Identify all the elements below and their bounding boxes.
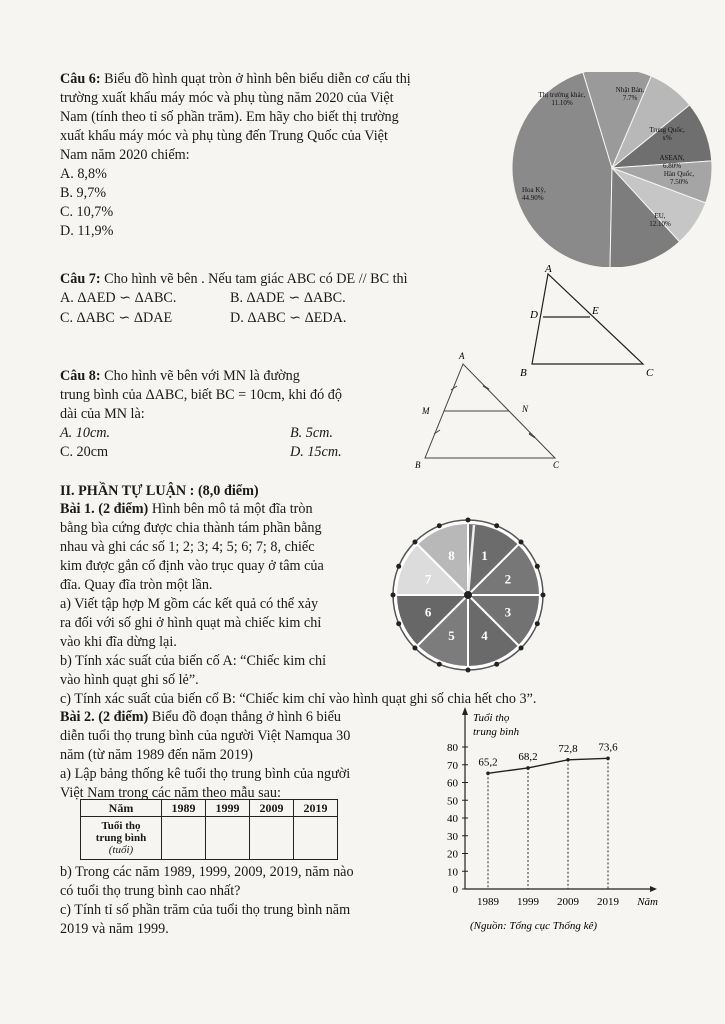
exercise-1-title: Bài 1. (2 điểm) bbox=[60, 501, 149, 517]
exercise-2-c-line-1: c) Tính tỉ số phần trăm của tuổi thọ trung bình năm bbox=[60, 902, 351, 918]
question-7-title: Câu 7: bbox=[60, 271, 101, 287]
wheel-peg bbox=[535, 621, 540, 626]
exercise-2-line-3: năm (từ năm 1989 đến năm 2019) bbox=[60, 747, 253, 763]
wheel-peg bbox=[466, 518, 471, 523]
row-label-line-1: Tuổi thọ bbox=[101, 820, 141, 832]
spinner-wheel bbox=[388, 515, 548, 675]
wheel-peg bbox=[541, 593, 546, 598]
question-7-option-d: D. ΔABC ∽ ΔEDA. bbox=[230, 310, 347, 326]
question-6-title: Câu 6: bbox=[60, 71, 101, 87]
y-axis-label: trung bình bbox=[473, 726, 520, 738]
exercise-1-line-4: kim được gắn cố định vào trục quay ở tâm của bbox=[60, 558, 324, 574]
x-tick-label: 2019 bbox=[597, 896, 619, 908]
series-line bbox=[488, 758, 608, 773]
row-label-line-2: trung bình bbox=[95, 832, 147, 844]
wheel-number: 6 bbox=[424, 604, 432, 620]
table-cell-empty[interactable] bbox=[162, 817, 206, 860]
wheel-peg bbox=[437, 662, 442, 667]
wheel-number: 1 bbox=[481, 548, 488, 564]
point-m-label: M bbox=[422, 406, 430, 416]
life-expectancy-table bbox=[80, 799, 338, 860]
question-6-line-3: Nam (tính theo tỉ số phần trăm). Em hãy cho biết thị trường bbox=[60, 109, 399, 125]
y-tick-label: 30 bbox=[447, 830, 458, 843]
wheel-peg bbox=[494, 662, 499, 667]
question-6-option-c: C. 10,7% bbox=[60, 204, 114, 220]
pie-slice-label: ASEAN, 6.80% bbox=[659, 154, 685, 170]
exercise-1-a-line-3: vào khi đĩa dừng lại. bbox=[60, 634, 177, 650]
exercise-2-a-line-1: a) Lập bảng thống kê tuổi thọ trung bình của người bbox=[60, 766, 351, 782]
point-b-label: B bbox=[415, 460, 421, 470]
exercise-2-c-line-2: 2019 và năm 1999. bbox=[60, 921, 169, 937]
wheel-peg bbox=[396, 621, 401, 626]
table-cell-empty[interactable] bbox=[294, 817, 338, 860]
y-tick-label: 70 bbox=[447, 759, 458, 772]
y-tick-label: 50 bbox=[447, 795, 458, 808]
wheel-peg bbox=[396, 564, 401, 569]
question-8-option-a: A. 10cm. bbox=[60, 425, 111, 441]
exercise-1-line-3: nhau và ghi các số 1; 2; 3; 4; 5; 6; 7; 8, chiếc bbox=[60, 539, 315, 555]
wheel-peg bbox=[412, 539, 417, 544]
part-2-heading: II. PHẦN TỰ LUẬN : (8,0 điểm) bbox=[60, 483, 259, 499]
pie-slice-label: Trung Quốc, x% bbox=[649, 126, 685, 142]
pie-slice-label: Thị trường khác, 11.10% bbox=[538, 91, 586, 107]
exercise-1-text-1: Hình bên mô tả một đĩa tròn bbox=[151, 501, 313, 517]
wheel-number: 2 bbox=[504, 571, 512, 587]
point-c-label: C bbox=[646, 367, 654, 379]
exercise-2-b-line-1: b) Trong các năm 1989, 1999, 2009, 2019, năm nào bbox=[60, 864, 354, 880]
table-header-1999: 1999 bbox=[206, 800, 250, 817]
table-row bbox=[81, 817, 338, 860]
wheel-peg bbox=[466, 668, 471, 673]
pie-slice-label: Hoa Kỳ, 44.90% bbox=[522, 186, 546, 202]
question-8-line-1 bbox=[60, 367, 440, 386]
table-header-year: Năm bbox=[81, 800, 162, 817]
wheel-peg bbox=[437, 523, 442, 528]
data-label: 73,6 bbox=[598, 741, 618, 754]
x-tick-label: 1999 bbox=[517, 896, 539, 908]
point-b-label: B bbox=[520, 367, 527, 379]
point-d-label: D bbox=[530, 309, 538, 321]
question-7 bbox=[60, 270, 440, 329]
question-7-option-b: B. ΔADE ∽ ΔABC. bbox=[230, 290, 346, 306]
data-label: 68,2 bbox=[518, 750, 538, 763]
question-8-option-b: B. 5cm. bbox=[290, 425, 333, 441]
wheel-number: 3 bbox=[504, 604, 512, 620]
question-8-title: Câu 8: bbox=[60, 368, 101, 384]
question-6-line-1 bbox=[60, 70, 480, 89]
question-8-option-c: C. 20cm bbox=[60, 444, 109, 460]
exercise-1-line-2: bằng bìa cứng được chia thành tám phần bằng bbox=[60, 520, 322, 536]
y-tick-label: 0 bbox=[452, 884, 458, 896]
exercise-1-b-line-1: b) Tính xác suất của biến cố A: “Chiếc kim chỉ bbox=[60, 653, 327, 669]
wheel-number: 4 bbox=[481, 627, 488, 643]
question-8-option-d: D. 15cm. bbox=[290, 444, 342, 460]
wheel-peg bbox=[519, 646, 524, 651]
x-axis-arrow bbox=[650, 886, 657, 892]
question-7-line bbox=[60, 270, 440, 289]
exercise-1-line-5: đĩa. Quay đĩa tròn một lần. bbox=[60, 577, 213, 593]
point-n-label: N bbox=[522, 404, 529, 414]
exercise-2-line-1 bbox=[60, 708, 420, 727]
table-header-2019: 2019 bbox=[294, 800, 338, 817]
question-6-line-4: xuất khẩu máy móc và phụ tùng đến Trung Quốc của Việt bbox=[60, 128, 388, 144]
exercise-2-b-line-2: có tuổi thọ trung bình cao nhất? bbox=[60, 883, 241, 899]
wheel-peg bbox=[535, 564, 540, 569]
question-8 bbox=[60, 367, 440, 462]
point-a-label: A bbox=[459, 351, 465, 361]
wheel-peg bbox=[494, 523, 499, 528]
exercise-2-text-1: Biểu đồ đoạn thẳng ở hình 6 biểu bbox=[151, 709, 341, 725]
question-8-text-1: Cho hình vẽ bên với MN là đường bbox=[104, 368, 300, 384]
pie-slice-label: Nhật Bản, 7.7% bbox=[615, 86, 645, 102]
export-pie-chart bbox=[482, 72, 725, 267]
y-axis-arrow bbox=[462, 707, 468, 715]
table-header-2009: 2009 bbox=[250, 800, 294, 817]
x-tick-label: 2009 bbox=[557, 896, 579, 908]
table-row-label bbox=[81, 817, 162, 860]
wheel-peg bbox=[519, 539, 524, 544]
wheel-peg bbox=[391, 593, 396, 598]
question-7-text: Cho hình vẽ bên . Nếu tam giác ABC có DE // BC thì bbox=[104, 271, 408, 287]
y-tick-label: 60 bbox=[447, 777, 458, 790]
y-tick-label: 10 bbox=[447, 866, 458, 879]
exercise-2-title: Bài 2. (2 điểm) bbox=[60, 709, 149, 725]
table-header-row bbox=[81, 800, 338, 817]
exercise-2 bbox=[60, 708, 420, 803]
wheel-number: 8 bbox=[448, 548, 455, 564]
wheel-number: 7 bbox=[424, 571, 432, 587]
data-point bbox=[486, 771, 490, 775]
y-axis-label: Tuổi thọ bbox=[473, 712, 510, 724]
exercise-1-a-line-2: ra đối với số ghi ở hình quạt mà chiếc kim chỉ bbox=[60, 615, 322, 631]
data-point bbox=[526, 766, 530, 770]
question-6-line-5: Nam năm 2020 chiếm: bbox=[60, 147, 190, 163]
question-8-line-2: trung bình của ΔABC, biết BC = 10cm, khi đó độ bbox=[60, 387, 342, 403]
y-tick-label: 20 bbox=[447, 848, 458, 861]
exercise-1-b-line-2: vào hình quạt ghi số lẻ”. bbox=[60, 672, 199, 688]
point-a-label: A bbox=[545, 263, 552, 275]
exercise-1-line-1 bbox=[60, 500, 400, 519]
life-expectancy-chart bbox=[425, 702, 695, 942]
triangle-mn-figure bbox=[410, 350, 575, 470]
question-6-text-1: Biểu đồ hình quạt tròn ở hình bên biểu diễn cơ cấu thị bbox=[104, 71, 411, 87]
pie-slice-label: EU, 12.10% bbox=[649, 212, 671, 228]
point-e-label: E bbox=[592, 305, 599, 317]
chart-source: (Nguồn: Tổng cục Thống kê) bbox=[470, 920, 598, 932]
x-tick-label: 1989 bbox=[477, 896, 499, 908]
table-cell-empty[interactable] bbox=[250, 817, 294, 860]
question-7-option-a: A. ΔAED ∽ ΔABC. bbox=[60, 290, 177, 306]
table-cell-empty[interactable] bbox=[206, 817, 250, 860]
exercise-1-c: c) Tính xác suất của biến cố B: “Chiếc kim chỉ vào hình quạt ghi số chia hết cho 3”. bbox=[60, 691, 537, 707]
exercise-2-a-line-2: Việt Nam trong các năm theo mẫu sau: bbox=[60, 785, 281, 801]
question-6-option-d: D. 11,9% bbox=[60, 223, 114, 239]
question-7-option-c: C. ΔABC ∽ ΔDAE bbox=[60, 310, 173, 326]
question-6-option-b: B. 9,7% bbox=[60, 185, 107, 201]
pie-slice-label: Hàn Quốc, 7.50% bbox=[663, 170, 695, 186]
question-6 bbox=[60, 70, 480, 241]
exercise-1-a-line-1: a) Viết tập hợp M gồm các kết quả có thể xảy bbox=[60, 596, 319, 612]
wheel-number: 5 bbox=[448, 627, 455, 643]
wheel-center bbox=[464, 591, 472, 599]
exercise-1 bbox=[60, 500, 400, 690]
point-c-label: C bbox=[553, 460, 560, 470]
question-6-option-a: A. 8,8% bbox=[60, 166, 107, 182]
y-tick-label: 40 bbox=[447, 813, 458, 825]
x-axis-label: Năm bbox=[637, 896, 658, 908]
question-6-line-2: trường xuất khẩu máy móc và phụ tùng năm 2020 của Việt bbox=[60, 90, 394, 106]
data-point bbox=[566, 758, 570, 762]
question-8-line-3: dài của MN là: bbox=[60, 406, 145, 422]
data-point bbox=[606, 757, 610, 761]
row-label-line-3: (tuổi) bbox=[108, 844, 134, 856]
table-header-1989: 1989 bbox=[162, 800, 206, 817]
data-label: 65,2 bbox=[478, 756, 498, 769]
exercise-2-questions bbox=[60, 863, 420, 939]
wheel-peg bbox=[412, 646, 417, 651]
exercise-2-line-2: diễn tuổi thọ trung bình của người Việt Namqua 30 bbox=[60, 728, 351, 744]
data-label: 72,8 bbox=[558, 742, 578, 755]
y-tick-label: 80 bbox=[447, 742, 458, 754]
